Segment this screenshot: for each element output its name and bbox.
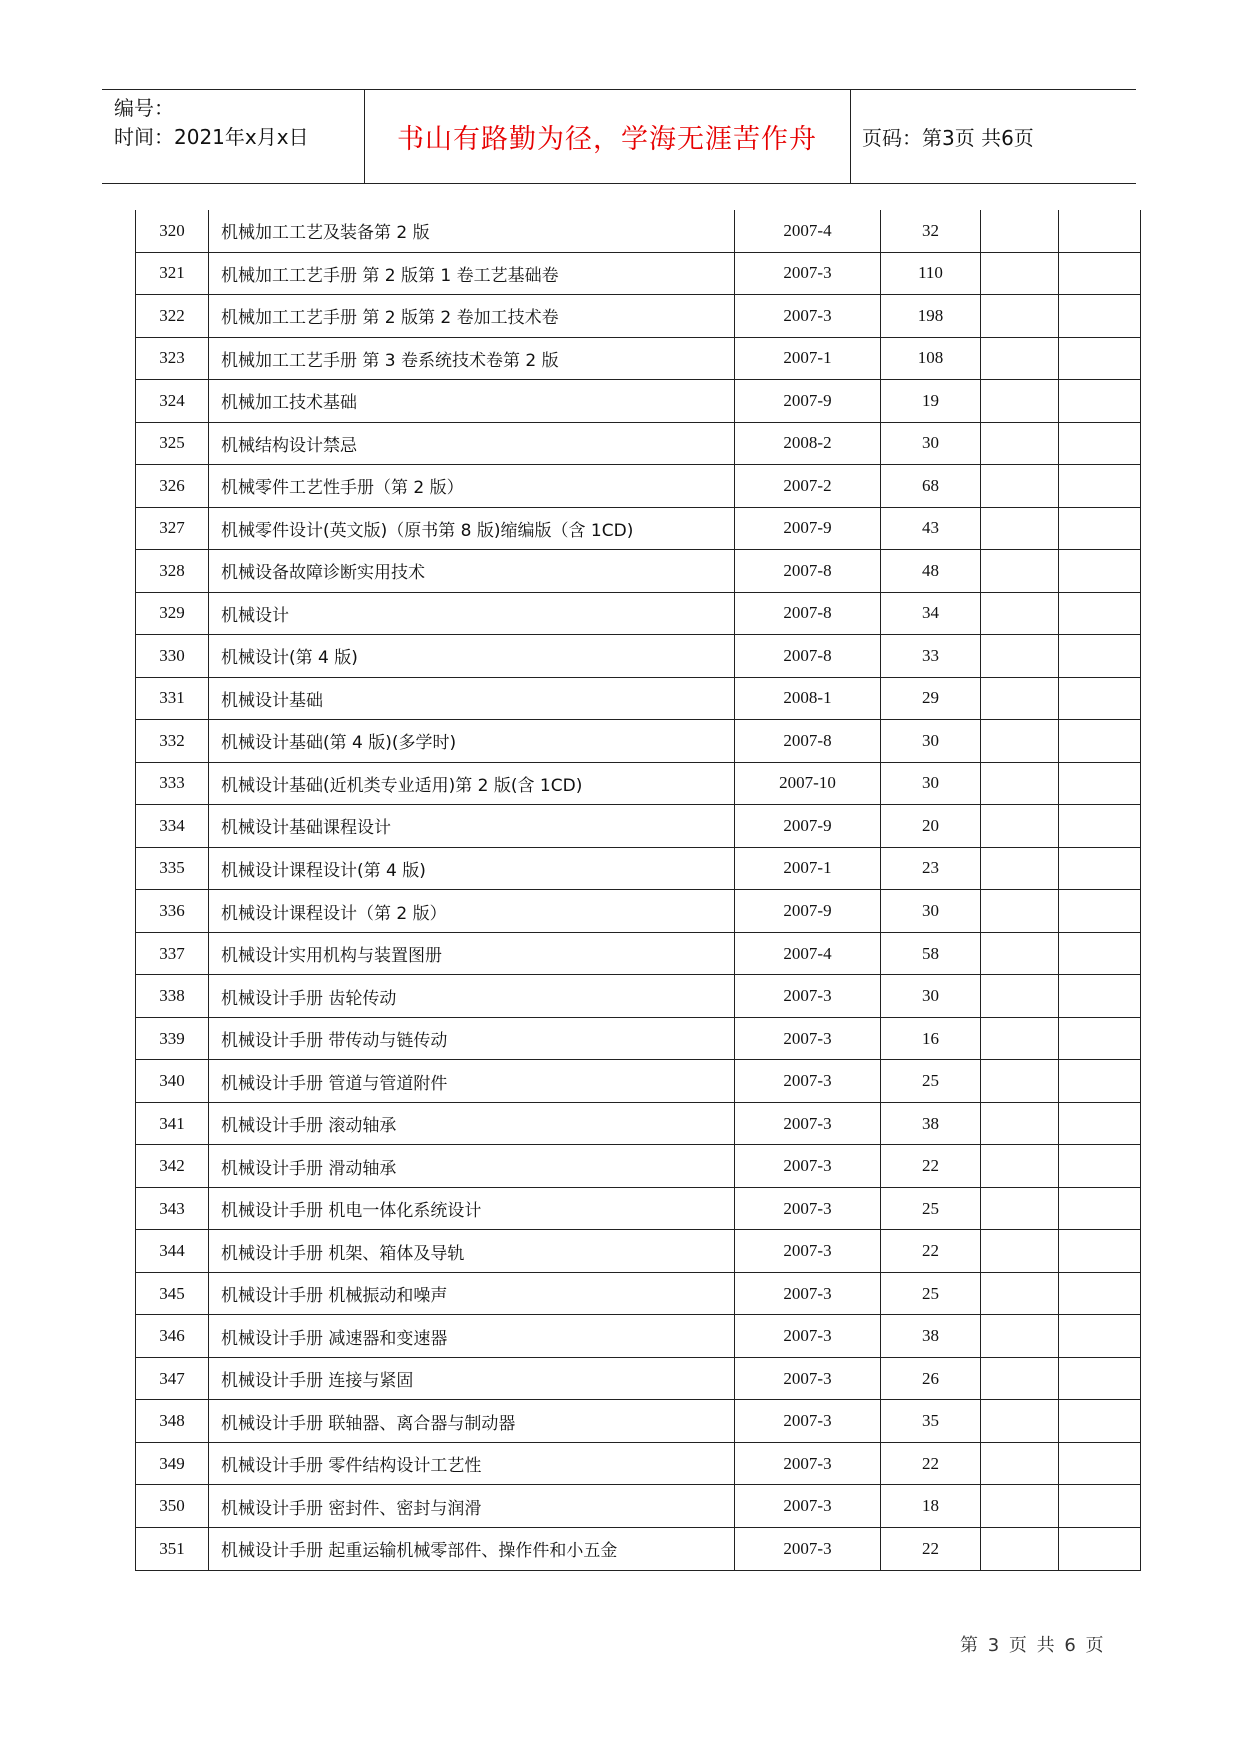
blank-cell <box>1059 1357 1141 1400</box>
publish-date: 2007-9 <box>735 805 881 848</box>
blank-cell <box>1059 1400 1141 1443</box>
book-title: 机械设计基础课程设计 <box>209 805 735 848</box>
blank-cell <box>1059 1485 1141 1528</box>
table-row <box>136 550 1141 593</box>
publish-date: 2007-8 <box>735 635 881 678</box>
table-row <box>136 592 1141 635</box>
row-number: 347 <box>136 1357 209 1400</box>
table-row <box>136 337 1141 380</box>
publish-date: 2007-8 <box>735 592 881 635</box>
table-row <box>136 1060 1141 1103</box>
book-title: 机械设计手册 带传动与链传动 <box>209 1017 735 1060</box>
blank-cell <box>1059 422 1141 465</box>
quantity: 22 <box>881 1230 981 1273</box>
book-title: 机械零件设计(英文版)（原书第 8 版)缩编版（含 1CD) <box>209 507 735 550</box>
table-row <box>136 1230 1141 1273</box>
table-row <box>136 762 1141 805</box>
row-number: 337 <box>136 932 209 975</box>
blank-cell <box>981 805 1059 848</box>
row-number: 339 <box>136 1017 209 1060</box>
book-title: 机械设计手册 联轴器、离合器与制动器 <box>209 1400 735 1443</box>
table-row <box>136 295 1141 338</box>
quantity: 30 <box>881 890 981 933</box>
quantity: 22 <box>881 1442 981 1485</box>
book-title: 机械设计课程设计(第 4 版) <box>209 847 735 890</box>
row-number: 333 <box>136 762 209 805</box>
time-label: 时间：2021年x月x日 <box>114 125 309 149</box>
blank-cell <box>981 975 1059 1018</box>
publish-date: 2007-4 <box>735 932 881 975</box>
table-row <box>136 465 1141 508</box>
blank-cell <box>1059 337 1141 380</box>
blank-cell <box>1059 720 1141 763</box>
quantity: 23 <box>881 847 981 890</box>
blank-cell <box>981 210 1059 252</box>
book-title: 机械设计手册 机架、箱体及导轨 <box>209 1230 735 1273</box>
quantity: 30 <box>881 762 981 805</box>
book-title: 机械设计手册 机电一体化系统设计 <box>209 1187 735 1230</box>
book-list-table <box>135 210 1141 1571</box>
table-row <box>136 805 1141 848</box>
book-title: 机械设计手册 管道与管道附件 <box>209 1060 735 1103</box>
book-title: 机械设计手册 起重运输机械零部件、操作件和小五金 <box>209 1527 735 1570</box>
book-title: 机械设计实用机构与装置图册 <box>209 932 735 975</box>
header-meta <box>114 94 309 152</box>
table-row <box>136 1442 1141 1485</box>
blank-cell <box>981 422 1059 465</box>
quantity: 30 <box>881 720 981 763</box>
blank-cell <box>981 1400 1059 1443</box>
table-row <box>136 1400 1141 1443</box>
row-number: 320 <box>136 210 209 252</box>
table-row <box>136 890 1141 933</box>
blank-cell <box>1059 252 1141 295</box>
blank-cell <box>1059 1102 1141 1145</box>
quantity: 22 <box>881 1527 981 1570</box>
publish-date: 2007-10 <box>735 762 881 805</box>
blank-cell <box>1059 465 1141 508</box>
quantity: 38 <box>881 1315 981 1358</box>
book-title: 机械设计手册 滚动轴承 <box>209 1102 735 1145</box>
row-number: 345 <box>136 1272 209 1315</box>
quantity: 58 <box>881 932 981 975</box>
book-list-body <box>136 210 1141 1570</box>
table-row <box>136 1017 1141 1060</box>
publish-date: 2007-3 <box>735 975 881 1018</box>
row-number: 324 <box>136 380 209 423</box>
row-number: 332 <box>136 720 209 763</box>
row-number: 328 <box>136 550 209 593</box>
blank-cell <box>1059 1017 1141 1060</box>
blank-cell <box>1059 592 1141 635</box>
blank-cell <box>1059 677 1141 720</box>
blank-cell <box>981 1187 1059 1230</box>
publish-date: 2007-3 <box>735 1230 881 1273</box>
publish-date: 2007-1 <box>735 337 881 380</box>
book-title: 机械设备故障诊断实用技术 <box>209 550 735 593</box>
row-number: 344 <box>136 1230 209 1273</box>
table-row <box>136 507 1141 550</box>
book-title: 机械结构设计禁忌 <box>209 422 735 465</box>
blank-cell <box>1059 1145 1141 1188</box>
blank-cell <box>1059 762 1141 805</box>
row-number: 340 <box>136 1060 209 1103</box>
header-page-info: 页码：第3页 共6页 <box>862 126 1034 150</box>
publish-date: 2007-3 <box>735 1442 881 1485</box>
table-row <box>136 1485 1141 1528</box>
row-number: 323 <box>136 337 209 380</box>
table-row <box>136 975 1141 1018</box>
table-row <box>136 1145 1141 1188</box>
blank-cell <box>981 550 1059 593</box>
table-row <box>136 1527 1141 1570</box>
row-number: 321 <box>136 252 209 295</box>
blank-cell <box>1059 295 1141 338</box>
blank-cell <box>1059 1230 1141 1273</box>
publish-date: 2007-3 <box>735 1315 881 1358</box>
row-number: 329 <box>136 592 209 635</box>
publish-date: 2007-3 <box>735 1272 881 1315</box>
quantity: 38 <box>881 1102 981 1145</box>
publish-date: 2007-3 <box>735 1485 881 1528</box>
table-row <box>136 720 1141 763</box>
blank-cell <box>1059 1315 1141 1358</box>
blank-cell <box>981 635 1059 678</box>
table-row <box>136 422 1141 465</box>
header-motto: 书山有路勤为径，学海无涯苦作舟 <box>397 124 817 155</box>
blank-cell <box>981 1230 1059 1273</box>
table-row <box>136 677 1141 720</box>
quantity: 32 <box>881 210 981 252</box>
blank-cell <box>981 1315 1059 1358</box>
page-footer: 第 3 页 共 6 页 <box>960 1635 1106 1656</box>
blank-cell <box>981 720 1059 763</box>
publish-date: 2007-3 <box>735 1527 881 1570</box>
quantity: 30 <box>881 975 981 1018</box>
row-number: 325 <box>136 422 209 465</box>
publish-date: 2007-3 <box>735 1017 881 1060</box>
blank-cell <box>981 890 1059 933</box>
book-title: 机械设计(第 4 版) <box>209 635 735 678</box>
publish-date: 2007-3 <box>735 252 881 295</box>
blank-cell <box>1059 635 1141 678</box>
book-title: 机械设计基础 <box>209 677 735 720</box>
header-divider <box>850 90 851 183</box>
row-number: 350 <box>136 1485 209 1528</box>
row-number: 335 <box>136 847 209 890</box>
book-title: 机械设计基础(第 4 版)(多学时) <box>209 720 735 763</box>
publish-date: 2007-3 <box>735 1145 881 1188</box>
book-title: 机械加工工艺手册 第 2 版第 2 卷加工技术卷 <box>209 295 735 338</box>
book-title: 机械加工技术基础 <box>209 380 735 423</box>
row-number: 331 <box>136 677 209 720</box>
quantity: 16 <box>881 1017 981 1060</box>
row-number: 349 <box>136 1442 209 1485</box>
quantity: 22 <box>881 1145 981 1188</box>
row-number: 326 <box>136 465 209 508</box>
blank-cell <box>981 592 1059 635</box>
serial-label: 编号： <box>114 96 174 120</box>
blank-cell <box>981 1060 1059 1103</box>
blank-cell <box>981 380 1059 423</box>
quantity: 68 <box>881 465 981 508</box>
book-title: 机械设计手册 滑动轴承 <box>209 1145 735 1188</box>
table-row <box>136 252 1141 295</box>
blank-cell <box>981 847 1059 890</box>
quantity: 33 <box>881 635 981 678</box>
quantity: 18 <box>881 1485 981 1528</box>
table-row <box>136 1187 1141 1230</box>
blank-cell <box>1059 1060 1141 1103</box>
blank-cell <box>981 465 1059 508</box>
publish-date: 2007-9 <box>735 890 881 933</box>
blank-cell <box>1059 847 1141 890</box>
publish-date: 2007-2 <box>735 465 881 508</box>
quantity: 25 <box>881 1272 981 1315</box>
quantity: 34 <box>881 592 981 635</box>
blank-cell <box>1059 507 1141 550</box>
table-row <box>136 1315 1141 1358</box>
blank-cell <box>981 932 1059 975</box>
table-row <box>136 932 1141 975</box>
blank-cell <box>1059 890 1141 933</box>
quantity: 43 <box>881 507 981 550</box>
book-title: 机械加工工艺手册 第 2 版第 1 卷工艺基础卷 <box>209 252 735 295</box>
publish-date: 2008-2 <box>735 422 881 465</box>
row-number: 343 <box>136 1187 209 1230</box>
blank-cell <box>1059 805 1141 848</box>
book-title: 机械加工工艺手册 第 3 卷系统技术卷第 2 版 <box>209 337 735 380</box>
quantity: 198 <box>881 295 981 338</box>
publish-date: 2007-3 <box>735 1102 881 1145</box>
document-header <box>102 89 1136 184</box>
publish-date: 2007-3 <box>735 1357 881 1400</box>
blank-cell <box>981 1527 1059 1570</box>
blank-cell <box>1059 975 1141 1018</box>
row-number: 341 <box>136 1102 209 1145</box>
blank-cell <box>981 1357 1059 1400</box>
blank-cell <box>981 507 1059 550</box>
publish-date: 2007-9 <box>735 507 881 550</box>
table-row <box>136 847 1141 890</box>
blank-cell <box>981 1145 1059 1188</box>
blank-cell <box>981 762 1059 805</box>
row-number: 327 <box>136 507 209 550</box>
quantity: 25 <box>881 1060 981 1103</box>
book-title: 机械加工工艺及装备第 2 版 <box>209 210 735 252</box>
blank-cell <box>981 1485 1059 1528</box>
book-title: 机械设计手册 齿轮传动 <box>209 975 735 1018</box>
book-title: 机械设计 <box>209 592 735 635</box>
publish-date: 2007-3 <box>735 295 881 338</box>
publish-date: 2007-8 <box>735 550 881 593</box>
quantity: 35 <box>881 1400 981 1443</box>
blank-cell <box>1059 932 1141 975</box>
quantity: 26 <box>881 1357 981 1400</box>
quantity: 29 <box>881 677 981 720</box>
blank-cell <box>981 252 1059 295</box>
blank-cell <box>981 1442 1059 1485</box>
quantity: 19 <box>881 380 981 423</box>
table-row <box>136 1357 1141 1400</box>
blank-cell <box>981 1102 1059 1145</box>
blank-cell <box>1059 1187 1141 1230</box>
book-title: 机械设计手册 连接与紧固 <box>209 1357 735 1400</box>
table-row <box>136 210 1141 252</box>
row-number: 330 <box>136 635 209 678</box>
row-number: 338 <box>136 975 209 1018</box>
blank-cell <box>1059 210 1141 252</box>
blank-cell <box>1059 550 1141 593</box>
row-number: 348 <box>136 1400 209 1443</box>
blank-cell <box>1059 1527 1141 1570</box>
blank-cell <box>1059 1442 1141 1485</box>
blank-cell <box>1059 1272 1141 1315</box>
book-title: 机械设计基础(近机类专业适用)第 2 版(含 1CD) <box>209 762 735 805</box>
blank-cell <box>981 1017 1059 1060</box>
book-title: 机械设计手册 减速器和变速器 <box>209 1315 735 1358</box>
table-row <box>136 380 1141 423</box>
table-row <box>136 1102 1141 1145</box>
quantity: 110 <box>881 252 981 295</box>
book-title: 机械设计手册 密封件、密封与润滑 <box>209 1485 735 1528</box>
publish-date: 2007-8 <box>735 720 881 763</box>
publish-date: 2007-4 <box>735 210 881 252</box>
row-number: 336 <box>136 890 209 933</box>
publish-date: 2007-1 <box>735 847 881 890</box>
publish-date: 2008-1 <box>735 677 881 720</box>
row-number: 342 <box>136 1145 209 1188</box>
blank-cell <box>981 1272 1059 1315</box>
blank-cell <box>981 337 1059 380</box>
publish-date: 2007-9 <box>735 380 881 423</box>
book-title: 机械设计手册 机械振动和噪声 <box>209 1272 735 1315</box>
row-number: 346 <box>136 1315 209 1358</box>
table-row <box>136 635 1141 678</box>
quantity: 48 <box>881 550 981 593</box>
blank-cell <box>981 295 1059 338</box>
book-title: 机械设计手册 零件结构设计工艺性 <box>209 1442 735 1485</box>
quantity: 20 <box>881 805 981 848</box>
quantity: 108 <box>881 337 981 380</box>
book-title: 机械零件工艺性手册（第 2 版） <box>209 465 735 508</box>
publish-date: 2007-3 <box>735 1187 881 1230</box>
row-number: 322 <box>136 295 209 338</box>
table-row <box>136 1272 1141 1315</box>
row-number: 351 <box>136 1527 209 1570</box>
blank-cell <box>1059 380 1141 423</box>
publish-date: 2007-3 <box>735 1400 881 1443</box>
publish-date: 2007-3 <box>735 1060 881 1103</box>
row-number: 334 <box>136 805 209 848</box>
quantity: 30 <box>881 422 981 465</box>
quantity: 25 <box>881 1187 981 1230</box>
blank-cell <box>981 677 1059 720</box>
book-title: 机械设计课程设计（第 2 版） <box>209 890 735 933</box>
